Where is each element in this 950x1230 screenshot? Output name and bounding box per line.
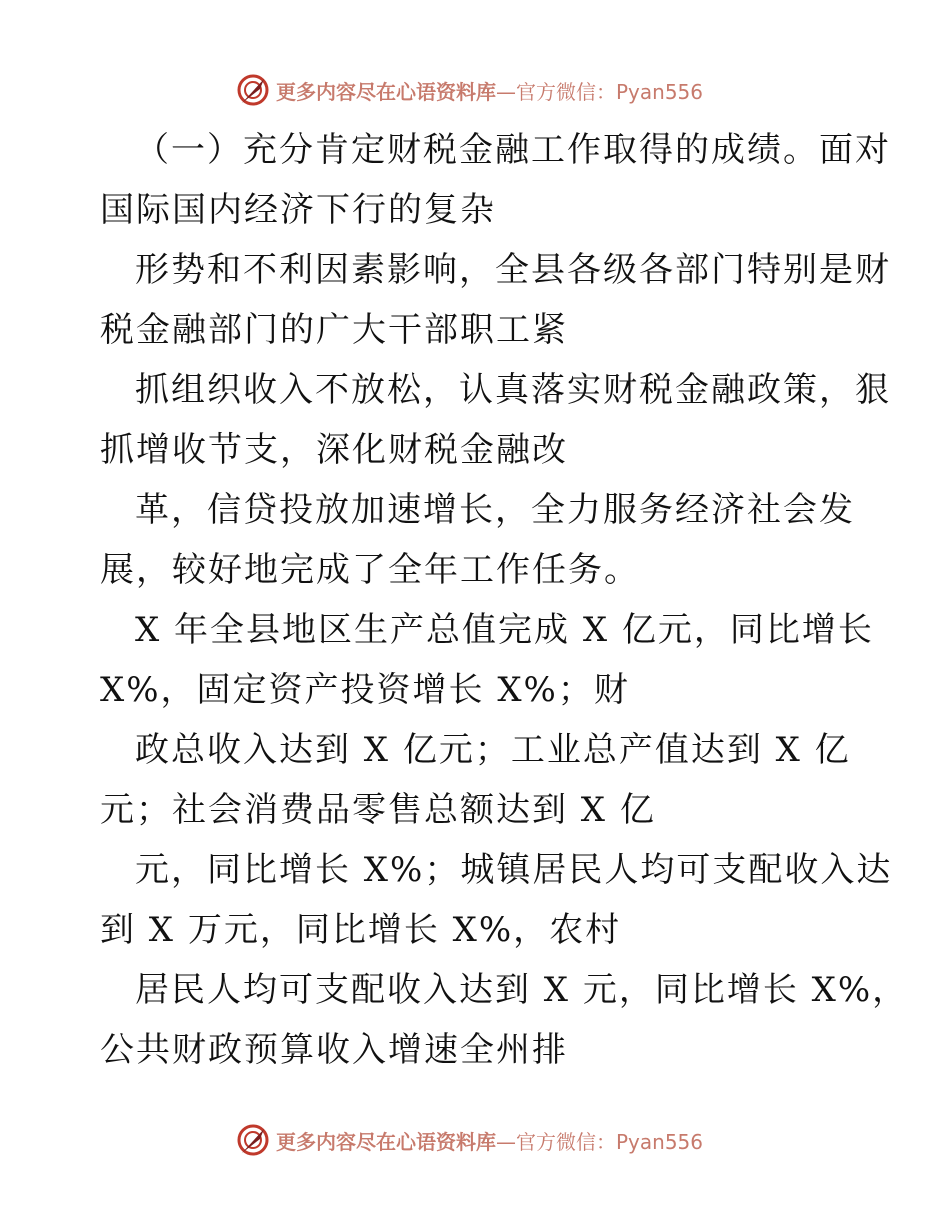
- paragraph-line: 革，信贷投放加速增长，全力服务经济社会发: [135, 490, 855, 530]
- paragraph-line: 抓组织收入不放松，认真落实财税金融政策，狠: [135, 370, 891, 410]
- banner-title: 更多内容尽在心语资料库: [276, 1129, 496, 1154]
- paragraph-line: 居民人均可支配收入达到 X 元，同比增长 X%，: [135, 970, 909, 1010]
- header-banner: [236, 70, 703, 110]
- quill-logo-icon: [236, 73, 270, 107]
- paragraph-line: 抓增收节支，深化财税金融改: [100, 430, 568, 470]
- paragraph-line: X 年全县地区生产总值完成 X 亿元，同比增长: [135, 610, 874, 650]
- paragraph-line: 政总收入达到 X 亿元；工业总产值达到 X 亿: [135, 730, 851, 770]
- paragraph-line: 元，同比增长 X%；城镇居民人均可支配收入达: [135, 850, 893, 890]
- footer-banner: [236, 1120, 703, 1160]
- banner-wechat: —官方微信：Pyan556: [496, 79, 704, 104]
- paragraph-line: 形势和不利因素影响，全县各级各部门特别是财: [135, 250, 891, 290]
- paragraph-line: 公共财政预算收入增速全州排: [100, 1030, 568, 1070]
- banner-title: 更多内容尽在心语资料库: [276, 79, 496, 104]
- paragraph-line: 展，较好地完成了全年工作任务。: [100, 550, 640, 590]
- paragraph-line: （一）充分肯定财税金融工作取得的成绩。面对: [135, 130, 891, 170]
- paragraph-line: 到 X 万元，同比增长 X%，农村: [100, 910, 622, 950]
- paragraph-line: 税金融部门的广大干部职工紧: [100, 310, 568, 350]
- paragraph-line: 国际国内经济下行的复杂: [100, 190, 496, 230]
- quill-logo-icon: [236, 1123, 270, 1157]
- banner-wechat: —官方微信：Pyan556: [496, 1129, 704, 1154]
- paragraph-line: X%，固定资产投资增长 X%；财: [100, 670, 630, 710]
- paragraph-line: 元；社会消费品零售总额达到 X 亿: [100, 790, 656, 830]
